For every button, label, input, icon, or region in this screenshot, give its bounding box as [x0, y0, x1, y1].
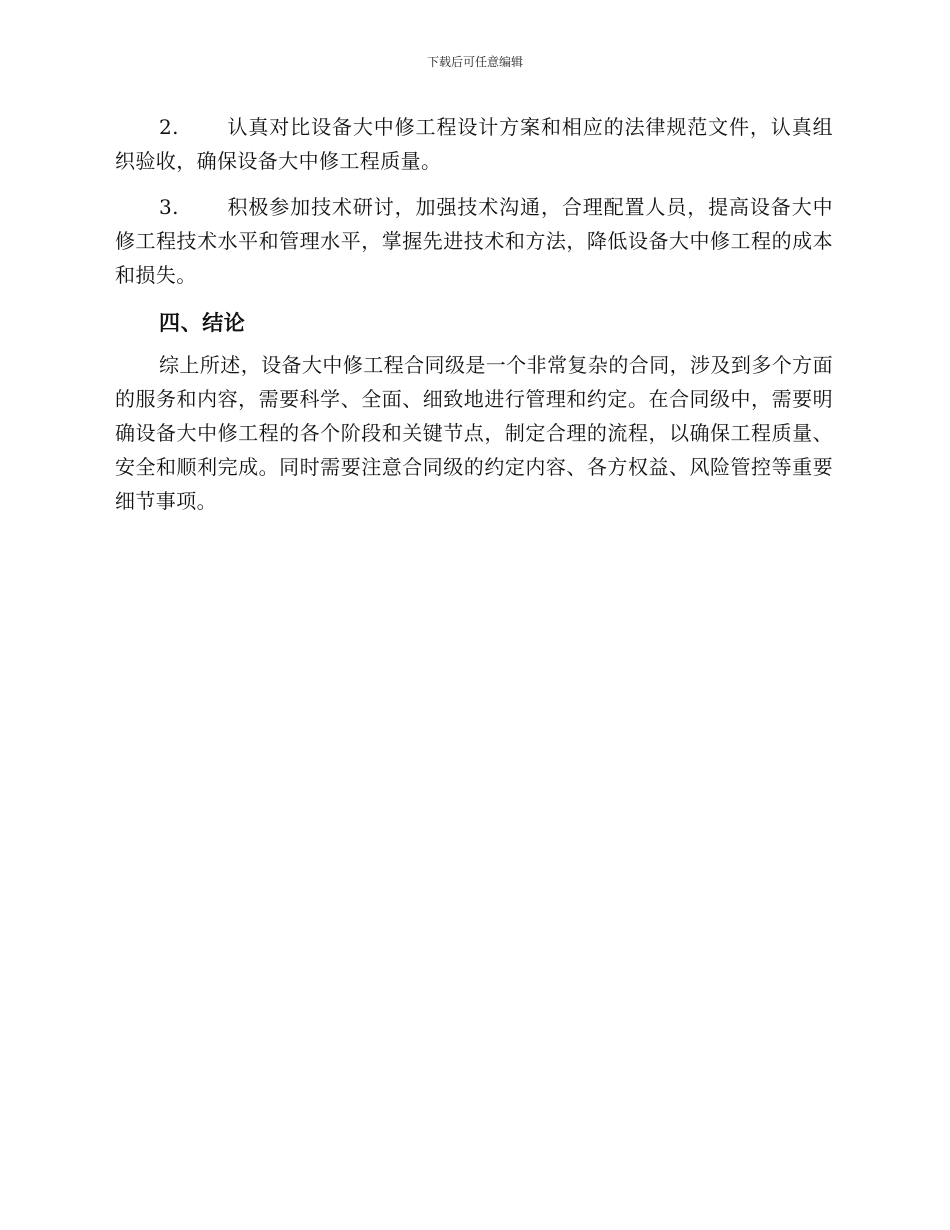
list-item-text: 认真对比设备大中修工程设计方案和相应的法律规范文件，认真组织验收，确保设备大中修工程质量。 [115, 115, 833, 173]
section-heading: 四、结论 [159, 310, 246, 335]
conclusion-paragraph: 综上所述，设备大中修工程合同级是一个非常复杂的合同，涉及到多个方面的服务和内容，需要科学、全面、细致地进行管理和约定。在合同级中，需要明确设备大中修工程的各个阶段和关键节点，制定合理的流程，以确保工程质量、安全和顺利完成。同时需要注意合同级的约定内容、各方权益、风险管控等重要细节事项。 [115, 353, 833, 513]
list-item-number: 2. [159, 115, 179, 139]
list-item-text: 积极参加技术研讨，加强技术沟通，合理配置人员，提高设备大中修工程技术水平和管理水平，掌握先进技术和方法，降低设备大中修工程的成本和损失。 [115, 195, 833, 287]
list-item-2 [115, 110, 833, 178]
list-item-3 [115, 190, 833, 292]
document-body [115, 110, 833, 530]
list-item-number: 3. [159, 195, 179, 219]
header-note: 下载后可任意编辑 [426, 55, 523, 69]
